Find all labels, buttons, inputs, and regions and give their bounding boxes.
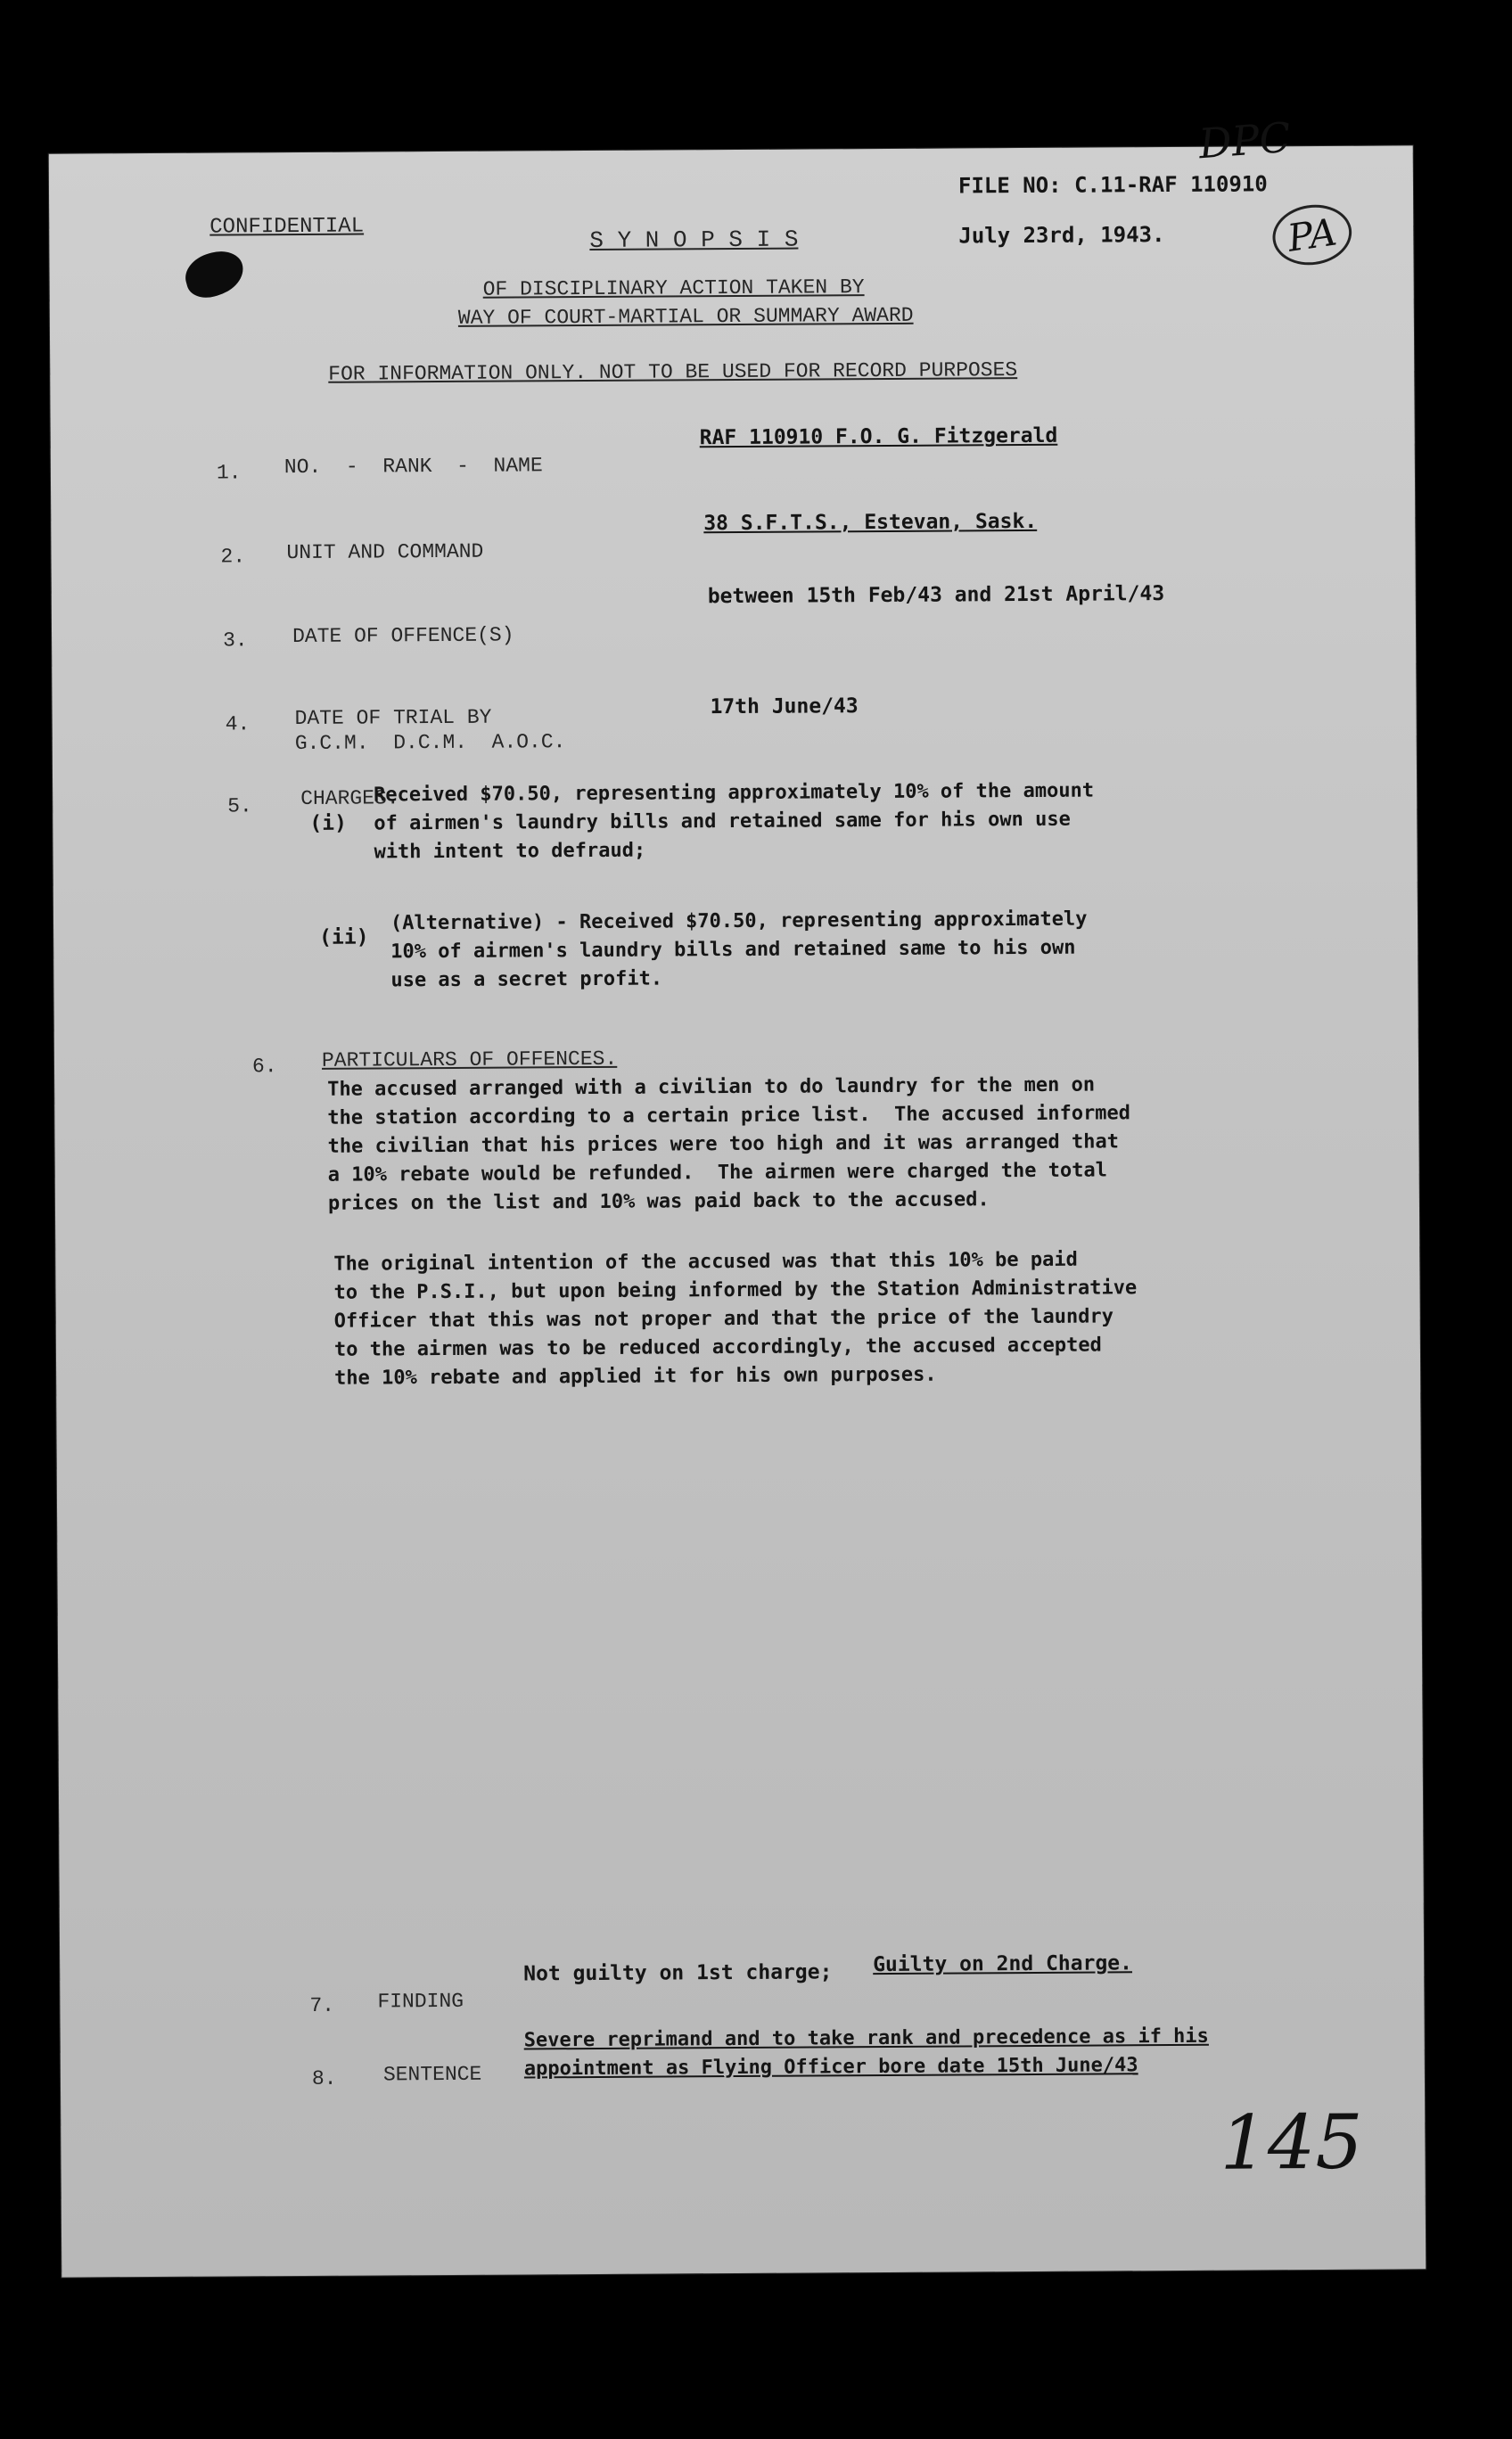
document-title: S Y N O P S I S bbox=[589, 226, 799, 254]
document-page bbox=[49, 112, 1426, 2277]
document-subtitle-1: OF DISCIPLINARY ACTION TAKEN BY bbox=[482, 275, 865, 301]
sentence-text: Severe reprimand and to take rank and precedence as if his appointment as Flying Officer bore date 15th June/43 bbox=[523, 2024, 1209, 2081]
particulars-paragraph-2: The original intention of the accused was that this 10% be paid to the P.S.I., but upon being informed by the Station Administrative Officer that this was not proper and that the price of the laundry to the airmen was to be reduced accordingly, the accused accepted the 10% rebate and applied it for his own purposes. bbox=[333, 1248, 1138, 1390]
handwritten-page-number: 145 bbox=[1220, 2098, 1364, 2187]
charge-2-text: (Alternative) - Received $70.50, representing approximately 10% of airmen's laundry bills and retained same to his own use as a secret profit. bbox=[390, 907, 1088, 992]
item-4-label: DATE OF TRIAL BY bbox=[294, 705, 492, 731]
finding-guilty: Guilty on 2nd Charge. bbox=[873, 1951, 1133, 1977]
item-1-number: 1. bbox=[216, 461, 242, 485]
document-date: July 23rd, 1943. bbox=[958, 222, 1165, 249]
particulars-paragraph-1: The accused arranged with a civilian to do laundry for the men on the station according to a certain price list. The accused informed the civilian that his prices were too high and it was arranged that a 10% rebate would be refunded. The airmen were charged the total prices on the list and 10% was paid back to the accused. bbox=[327, 1073, 1131, 1215]
item-2-label: UNIT AND COMMAND bbox=[286, 539, 484, 565]
charge-2-number: (ii) bbox=[319, 925, 369, 949]
item-4-trial-types: G.C.M. D.C.M. A.O.C. bbox=[294, 730, 566, 756]
item-3-label: DATE OF OFFENCE(S) bbox=[292, 623, 514, 649]
confidential-label: CONFIDENTIAL bbox=[210, 214, 365, 240]
charge-1-text: Received $70.50, representing approximately 10% of the amount of airmen's laundry bills and retained same for his own use with intent to defraud; bbox=[374, 779, 1095, 864]
item-7-label: FINDING bbox=[377, 1989, 464, 2014]
handwritten-initials: PA bbox=[1269, 200, 1356, 270]
item-4-value: 17th June/43 bbox=[710, 694, 859, 719]
item-8-label: SENTENCE bbox=[382, 2062, 482, 2087]
item-3-number: 3. bbox=[222, 628, 248, 653]
item-8-number: 8. bbox=[311, 2066, 337, 2090]
item-7-number: 7. bbox=[309, 1993, 335, 2017]
handwritten-dpc: DPC bbox=[1196, 112, 1293, 168]
item-6-number: 6. bbox=[251, 1055, 277, 1079]
ink-blot bbox=[180, 246, 248, 303]
item-5-number: 5. bbox=[227, 794, 252, 818]
item-4-number: 4. bbox=[225, 712, 251, 736]
item-5-label: CHARGES. bbox=[300, 786, 399, 810]
charge-1-number: (i) bbox=[309, 811, 347, 835]
item-2-value: 38 S.F.T.S., Estevan, Sask. bbox=[703, 509, 1038, 536]
item-2-number: 2. bbox=[220, 545, 246, 569]
file-number: FILE NO: C.11-RAF 110910 bbox=[957, 171, 1268, 199]
finding-not-guilty: Not guilty on 1st charge; bbox=[523, 1960, 833, 1986]
item-1-label: NO. - RANK - NAME bbox=[284, 454, 543, 480]
information-notice: FOR INFORMATION ONLY. NOT TO BE USED FOR RECORD PURPOSES bbox=[328, 358, 1018, 386]
document-subtitle-2: WAY OF COURT-MARTIAL OR SUMMARY AWARD bbox=[457, 303, 914, 330]
item-6-label: PARTICULARS OF OFFENCES. bbox=[321, 1047, 618, 1072]
item-3-value: between 15th Feb/43 and 21st April/43 bbox=[707, 582, 1165, 609]
item-1-value: RAF 110910 F.O. G. Fitzgerald bbox=[699, 423, 1058, 450]
